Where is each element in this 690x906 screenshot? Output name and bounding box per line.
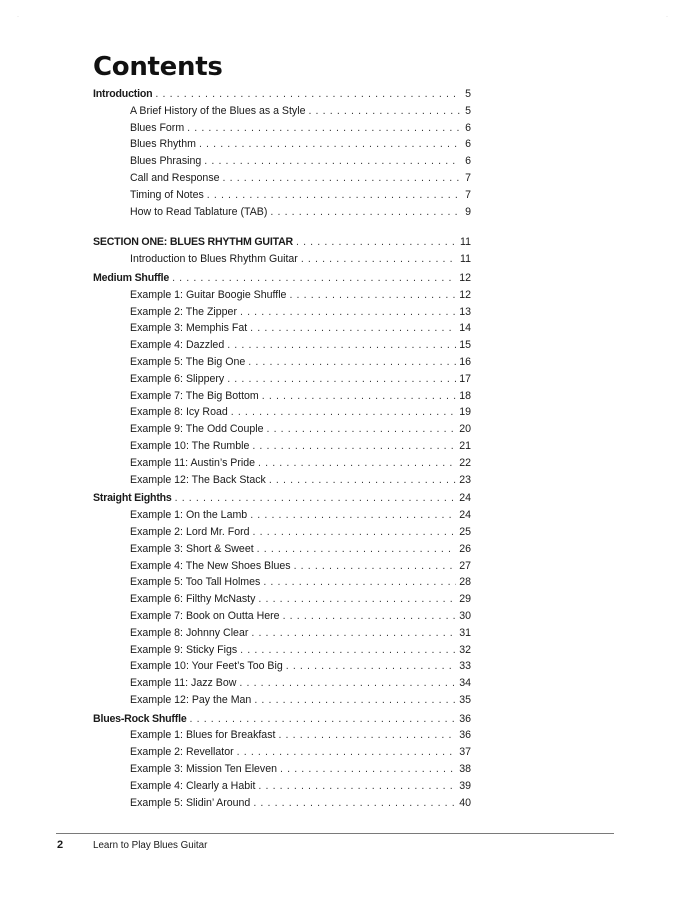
toc-page-number: 16 — [459, 355, 471, 368]
toc-entry-label: Example 2: Revellator — [130, 746, 234, 759]
crop-mark-right-icon: · — [666, 14, 668, 20]
toc-page-number: 38 — [459, 763, 471, 776]
toc-heading-label: Blues-Rock Shuffle — [93, 712, 187, 725]
toc-page-number: 36 — [459, 712, 471, 725]
toc-page-number: 15 — [459, 339, 471, 352]
toc-page-number: 6 — [465, 155, 471, 168]
toc-page-number: 9 — [465, 205, 471, 218]
toc-entry-label: Example 5: The Big One — [130, 355, 246, 368]
toc-page-number: 28 — [459, 576, 471, 589]
toc-page-number: 36 — [459, 729, 471, 742]
toc-entry-label: Example 4: Dazzled — [130, 339, 225, 352]
toc-entry-label: Example 9: The Odd Couple — [130, 423, 264, 436]
toc-heading-section-one[interactable] — [93, 234, 471, 251]
table-of-contents — [93, 86, 471, 811]
dot-leader — [254, 692, 456, 709]
toc-entry[interactable] — [93, 507, 471, 524]
dot-leader — [251, 625, 456, 642]
dot-leader — [240, 642, 456, 659]
toc-page-number: 29 — [459, 593, 471, 606]
section-spacer — [93, 220, 471, 234]
toc-entry[interactable] — [93, 625, 471, 642]
toc-page-number: 6 — [465, 121, 471, 134]
toc-page-number: 13 — [459, 305, 471, 318]
toc-entry-label: How to Read Tablature (TAB) — [130, 205, 268, 218]
toc-page-number: 27 — [459, 559, 471, 572]
dot-leader — [266, 421, 456, 438]
dot-leader — [269, 472, 456, 489]
toc-entry[interactable] — [93, 354, 471, 371]
footer-book-title: Learn to Play Blues Guitar — [93, 840, 208, 851]
toc-page-number: 31 — [459, 626, 471, 639]
toc-page-number: 12 — [459, 271, 471, 284]
toc-page-number: 5 — [465, 88, 471, 100]
toc-entry[interactable] — [93, 251, 471, 268]
dot-leader — [263, 574, 456, 591]
toc-entry-label: Example 10: The Rumble — [130, 439, 250, 452]
toc-entry[interactable] — [93, 103, 471, 120]
toc-page-number: 22 — [459, 456, 471, 469]
toc-entry-label: Example 4: The New Shoes Blues — [130, 559, 291, 572]
toc-entry-label: Example 3: Mission Ten Eleven — [130, 763, 278, 776]
dot-leader — [262, 388, 456, 405]
dot-leader — [294, 558, 457, 575]
toc-entry-label: Example 3: Memphis Fat — [130, 322, 248, 335]
toc-entry[interactable] — [93, 153, 471, 170]
dot-leader — [252, 438, 456, 455]
toc-entry-label: Blues Form — [130, 121, 185, 134]
toc-entry-label: Example 12: The Back Stack — [130, 473, 266, 486]
toc-entry-label: Example 2: The Zipper — [130, 305, 237, 318]
dot-leader — [283, 608, 457, 625]
toc-page-number: 24 — [459, 509, 471, 522]
toc-entry[interactable] — [93, 187, 471, 204]
toc-entry-label: Example 7: Book on Outta Here — [130, 609, 280, 622]
toc-page-number: 40 — [459, 796, 471, 809]
toc-entry[interactable] — [93, 692, 471, 709]
toc-entry[interactable] — [93, 287, 471, 304]
toc-entry[interactable] — [93, 558, 471, 575]
toc-heading-label: Straight Eighths — [93, 492, 172, 505]
dot-leader — [227, 371, 456, 388]
toc-entry[interactable] — [93, 320, 471, 337]
dot-leader — [289, 287, 456, 304]
toc-entry[interactable] — [93, 658, 471, 675]
dot-leader — [250, 507, 456, 524]
toc-entry-label: Example 11: Jazz Bow — [130, 677, 237, 690]
dot-leader — [187, 120, 460, 137]
dot-leader — [239, 675, 456, 692]
dot-leader — [172, 270, 456, 287]
dot-leader — [204, 153, 460, 170]
toc-page-number: 7 — [465, 171, 471, 184]
toc-page-number: 34 — [459, 677, 471, 690]
toc-entry[interactable] — [93, 304, 471, 321]
toc-heading-blues-rock-shuffle[interactable] — [93, 711, 471, 728]
dot-leader — [258, 455, 456, 472]
toc-page-number: 12 — [459, 288, 471, 301]
dot-leader — [199, 136, 460, 153]
toc-entry[interactable] — [93, 421, 471, 438]
page-title: Contents — [93, 52, 223, 82]
toc-page-number: 19 — [459, 406, 471, 419]
dot-leader — [270, 204, 460, 221]
toc-entry-label: Example 5: Slidin’ Around — [130, 796, 251, 809]
toc-entry[interactable] — [93, 778, 471, 795]
dot-leader — [227, 337, 456, 354]
toc-entry[interactable] — [93, 204, 471, 221]
toc-entry[interactable] — [93, 761, 471, 778]
toc-page-number: 20 — [459, 423, 471, 436]
toc-page-number: 11 — [460, 236, 471, 249]
toc-entry[interactable] — [93, 136, 471, 153]
toc-entry[interactable] — [93, 472, 471, 489]
toc-page-number: 33 — [459, 660, 471, 673]
toc-page-number: 17 — [459, 372, 471, 385]
toc-heading-introduction[interactable] — [93, 86, 471, 103]
toc-entry-label: Timing of Notes — [130, 188, 204, 201]
footer-page-number: 2 — [57, 839, 64, 851]
dot-leader — [301, 251, 457, 268]
toc-page-number: 25 — [459, 525, 471, 538]
toc-entry-label: Example 4: Clearly a Habit — [130, 779, 256, 792]
dot-leader — [258, 778, 456, 795]
toc-page-number: 37 — [459, 746, 471, 759]
dot-leader — [175, 490, 457, 507]
dot-leader — [155, 86, 460, 103]
dot-leader — [250, 320, 456, 337]
toc-entry-label: Example 2: Lord Mr. Ford — [130, 525, 250, 538]
toc-entry-label: Introduction to Blues Rhythm Guitar — [130, 253, 298, 266]
toc-page-number: 6 — [465, 138, 471, 151]
toc-entry[interactable] — [93, 120, 471, 137]
toc-entry-label: Example 7: The Big Bottom — [130, 389, 259, 402]
toc-page-number: 11 — [460, 253, 471, 266]
toc-entry[interactable] — [93, 675, 471, 692]
toc-entry[interactable] — [93, 744, 471, 761]
dot-leader — [278, 727, 456, 744]
dot-leader — [223, 170, 460, 187]
toc-entry[interactable] — [93, 388, 471, 405]
toc-entry-label: Example 1: Blues for Breakfast — [130, 729, 276, 742]
dot-leader — [257, 541, 457, 558]
toc-entry-label: Example 1: On the Lamb — [130, 509, 248, 522]
toc-heading-straight-eighths[interactable] — [93, 490, 471, 507]
toc-entry-label: Example 8: Icy Road — [130, 406, 228, 419]
toc-entry-label: Call and Response — [130, 171, 220, 184]
toc-entry[interactable] — [93, 371, 471, 388]
toc-entry-label: Example 8: Johnny Clear — [130, 626, 249, 639]
toc-page-number: 24 — [459, 492, 471, 505]
toc-page-number: 5 — [465, 104, 471, 117]
dot-leader — [190, 711, 457, 728]
dot-leader — [240, 304, 456, 321]
toc-page-number: 39 — [459, 779, 471, 792]
toc-entry-label: Example 1: Guitar Boogie Shuffle — [130, 288, 287, 301]
dot-leader — [237, 744, 457, 761]
toc-entry-label: Example 6: Slippery — [130, 372, 225, 385]
toc-heading-label: SECTION ONE: BLUES RHYTHM GUITAR — [93, 236, 293, 249]
dot-leader — [258, 591, 456, 608]
toc-entry-label: Example 5: Too Tall Holmes — [130, 576, 261, 589]
toc-page-number: 21 — [459, 439, 471, 452]
footer-divider — [56, 833, 614, 834]
toc-page-number: 18 — [459, 389, 471, 402]
toc-entry[interactable] — [93, 170, 471, 187]
toc-entry[interactable] — [93, 524, 471, 541]
toc-page-number: 30 — [459, 609, 471, 622]
toc-heading-label: Introduction — [93, 88, 153, 100]
toc-entry-label: Example 3: Short & Sweet — [130, 542, 254, 555]
toc-entry[interactable] — [93, 591, 471, 608]
dot-leader — [231, 404, 456, 421]
crop-mark-left-icon: · — [17, 14, 19, 20]
toc-entry[interactable] — [93, 642, 471, 659]
toc-entry-label: Example 6: Filthy McNasty — [130, 593, 256, 606]
dot-leader — [280, 761, 456, 778]
dot-leader — [308, 103, 460, 120]
toc-entry-label: Example 11: Austin’s Pride — [130, 456, 256, 469]
toc-page-number: 35 — [459, 693, 471, 706]
dot-leader — [253, 524, 457, 541]
toc-entry[interactable] — [93, 438, 471, 455]
toc-entry[interactable] — [93, 608, 471, 625]
dot-leader — [296, 234, 457, 251]
toc-page-number: 32 — [459, 643, 471, 656]
toc-entry-label: Example 10: Your Feet’s Too Big — [130, 660, 283, 673]
dot-leader — [207, 187, 460, 204]
toc-entry[interactable] — [93, 727, 471, 744]
toc-entry-label: Blues Rhythm — [130, 138, 196, 151]
toc-entry[interactable] — [93, 574, 471, 591]
toc-page-number: 14 — [459, 322, 471, 335]
toc-entry[interactable] — [93, 455, 471, 472]
toc-entry-label: Blues Phrasing — [130, 155, 202, 168]
toc-entry[interactable] — [93, 404, 471, 421]
toc-page-number: 23 — [459, 473, 471, 486]
toc-entry[interactable] — [93, 337, 471, 354]
dot-leader — [253, 795, 456, 812]
toc-entry[interactable] — [93, 795, 471, 812]
toc-heading-label: Medium Shuffle — [93, 271, 170, 284]
toc-entry-label: Example 9: Sticky Figs — [130, 643, 238, 656]
dot-leader — [286, 658, 456, 675]
dot-leader — [248, 354, 456, 371]
toc-entry[interactable] — [93, 541, 471, 558]
toc-entry-label: Example 12: Pay the Man — [130, 693, 252, 706]
toc-page-number: 26 — [459, 542, 471, 555]
toc-heading-medium-shuffle[interactable] — [93, 270, 471, 287]
toc-page-number: 7 — [465, 188, 471, 201]
toc-entry-label: A Brief History of the Blues as a Style — [130, 104, 306, 117]
